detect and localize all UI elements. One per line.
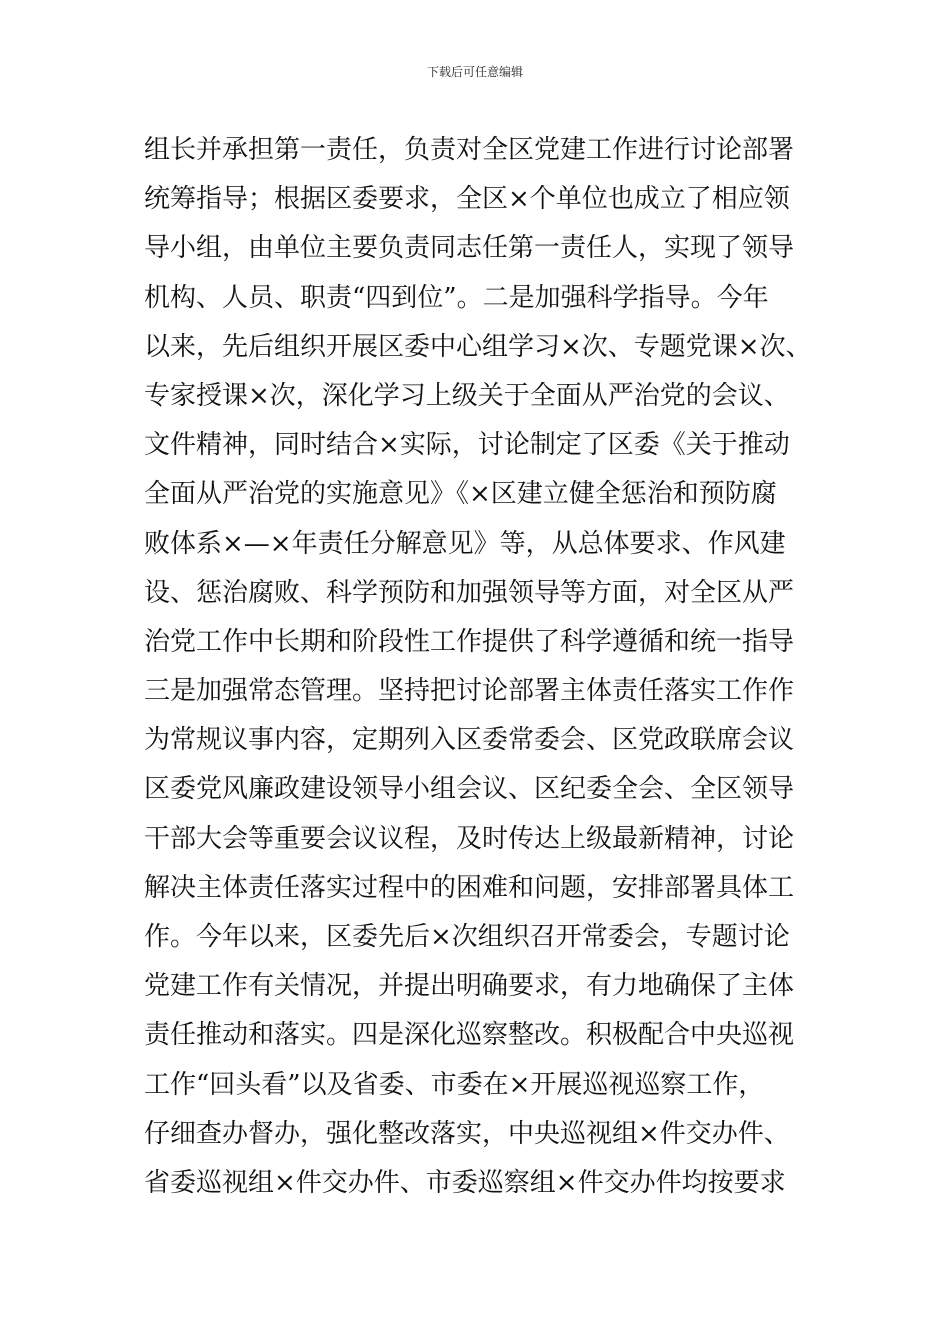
text-line: 区委党风廉政建设领导小组会议、区纪委全会、全区领导 <box>144 774 795 805</box>
text-line: 三是加强常态管理。坚持把讨论部署主体责任落实工作作 <box>144 676 795 707</box>
text-line: 组长并承担第一责任，负责对全区党建工作进行讨论部署 <box>144 135 795 165</box>
text-line: 为常规议事内容，定期列入区委常委会、区党政联席会议 <box>144 725 795 756</box>
text-line: 治党工作中长期和阶段性工作提供了科学遵循和统一指导 <box>144 626 795 657</box>
text-line: 败体系×—×年责任分解意见》等，从总体要求、作风建 <box>144 528 786 559</box>
text-line: 作。今年以来，区委先后×次组织召开常委会，专题讨论 <box>144 922 790 952</box>
text-line: 工作“回头看”以及省委、市委在×开展巡视巡察工作， <box>144 1069 765 1100</box>
text-line: 设、惩治腐败、科学预防和加强领导等方面，对全区从严 <box>144 577 795 608</box>
text-line: 干部大会等重要会议议程，及时传达上级最新精神，讨论 <box>144 823 795 854</box>
text-line: 以来，先后组织开展区委中心组学习×次、专题党课×次、 <box>144 331 812 362</box>
text-line: 解决主体责任落实过程中的困难和问题，安排部署具体工 <box>144 872 795 903</box>
text-line: 专家授课×次，深化学习上级关于全面从严治党的会议、 <box>144 380 790 411</box>
page-header: 下载后可任意编辑 <box>426 65 523 79</box>
text-line: 全面从严治党的实施意见》《×区建立健全惩治和预防腐 <box>144 479 777 510</box>
body-paragraph <box>144 126 864 1208</box>
text-line: 责任推动和落实。四是深化巡察整改。积极配合中央巡视 <box>144 1020 795 1051</box>
text-line: 统筹指导；根据区委要求，全区×个单位也成立了相应领 <box>144 184 790 215</box>
text-line: 文件精神，同时结合×实际，讨论制定了区委《关于推动 <box>144 430 790 461</box>
text-line: 机构、人员、职责“四到位”。二是加强科学指导。今年 <box>144 282 769 313</box>
text-line: 导小组，由单位主要负责同志任第一责任人，实现了领导 <box>144 233 795 264</box>
text-line: 省委巡视组×件交办件、市委巡察组×件交办件均按要求 <box>144 1167 786 1198</box>
text-line: 党建工作有关情况，并提出明确要求，有力地确保了主体 <box>144 971 795 1002</box>
text-line: 仔细查办督办，强化整改落实，中央巡视组×件交办件、 <box>144 1118 790 1149</box>
